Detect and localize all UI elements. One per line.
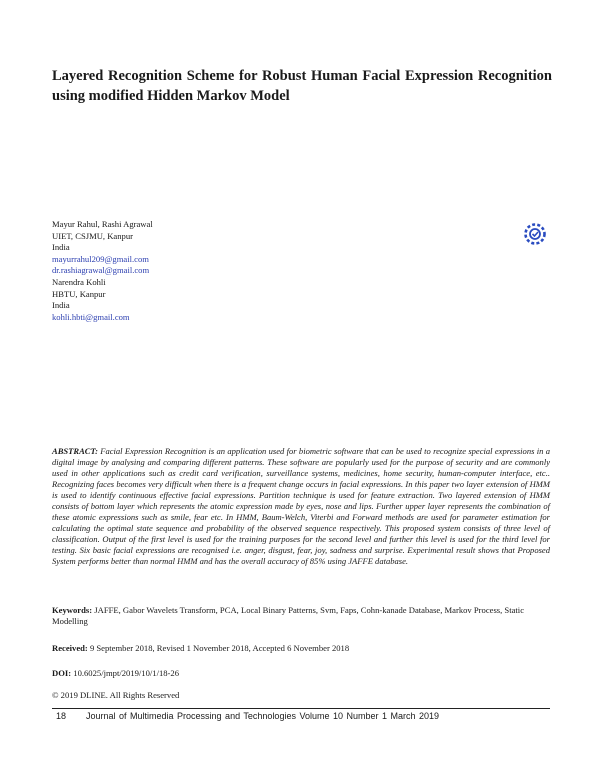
doi <box>52 668 179 678</box>
keywords-text: JAFFE, Gabor Wavelets Transform, PCA, Local Binary Patterns, Svm, Faps, Cohn-kanade Database, Markov Process, Static Modelling <box>52 605 525 627</box>
page-number: 18 <box>56 711 67 721</box>
received-dates <box>52 643 349 653</box>
author-names: Mayur Rahul, Rashi Agrawal <box>52 219 153 229</box>
author-affiliation: UIET, CSJMU, Kanpur <box>52 230 133 241</box>
abstract-text: Facial Expression Recognition is an application used for biometric software that can be used to recognize special expressions in a digital image by analysing and comparing different patterns. These software are popularly used for the purpose of security and are commonly used in other applications such as credit card verification, surveillance systems, medicines, home security, human-computer interface, etc.. Recognizing faces becomes very difficult when there is a frequent change occurs in facial expressions. In this paper two layer extension of HMM is used to identify continuous effective facial expressions. Partition technique is used for feature extraction. Two layered extension of HMM consists of bottom layer which represents the atomic expression made by eyes, nose and lips. Further upper layer represents the combination of these atomic expressions such as smile, fear etc. In HMM, Baum-Welch, Viterbi and Forward methods are used for parameter estimation for calculating the optimal state sequence and probability of the observed sequence respectively. This proposed system consists of three level of classification. Output of the first level is used for the training purposes for the second level and further this level is used for the third level for testing. Six basic facial expressions are recognised i.e. anger, disgust, fear, joy, sadness and surprise. Experimental result shows that Proposed System performs better than normal HMM and has the overall accuracy of 85% using JAFFE database. <box>52 446 550 566</box>
journal-info: Journal of Multimedia Processing and Technologies Volume 10 Number 1 March 2019 <box>86 711 440 721</box>
copyright-notice: © 2019 DLINE. All Rights Reserved <box>52 690 180 700</box>
footer-divider <box>52 708 550 709</box>
author-country: India <box>52 300 70 311</box>
author-email-link[interactable]: mayurrahul209@gmail.com <box>52 253 149 264</box>
author-email-link[interactable]: dr.rashiagrawal@gmail.com <box>52 265 150 276</box>
abstract <box>52 446 550 566</box>
author-block <box>52 219 312 323</box>
doi-label: DOI: <box>52 668 72 678</box>
abstract-label: ABSTRACT: <box>52 446 98 456</box>
crossmark-icon[interactable] <box>523 222 547 246</box>
keywords <box>52 605 550 628</box>
author-names: Narendra Kohli <box>52 276 106 287</box>
author-email-link[interactable]: kohli.hbti@gmail.com <box>52 311 130 322</box>
received-text: 9 September 2018, Revised 1 November 2018, Accepted 6 November 2018 <box>89 643 350 653</box>
keywords-label: Keywords: <box>52 605 93 615</box>
doi-link[interactable]: 10.6025/jmpt/2019/10/1/18-26 <box>73 668 180 678</box>
received-label: Received: <box>52 643 88 653</box>
paper-title: Layered Recognition Scheme for Robust Human Facial Expression Recognition using modified Hidden Markov Model <box>52 68 552 104</box>
author-affiliation: HBTU, Kanpur <box>52 288 106 299</box>
author-country: India <box>52 242 70 253</box>
